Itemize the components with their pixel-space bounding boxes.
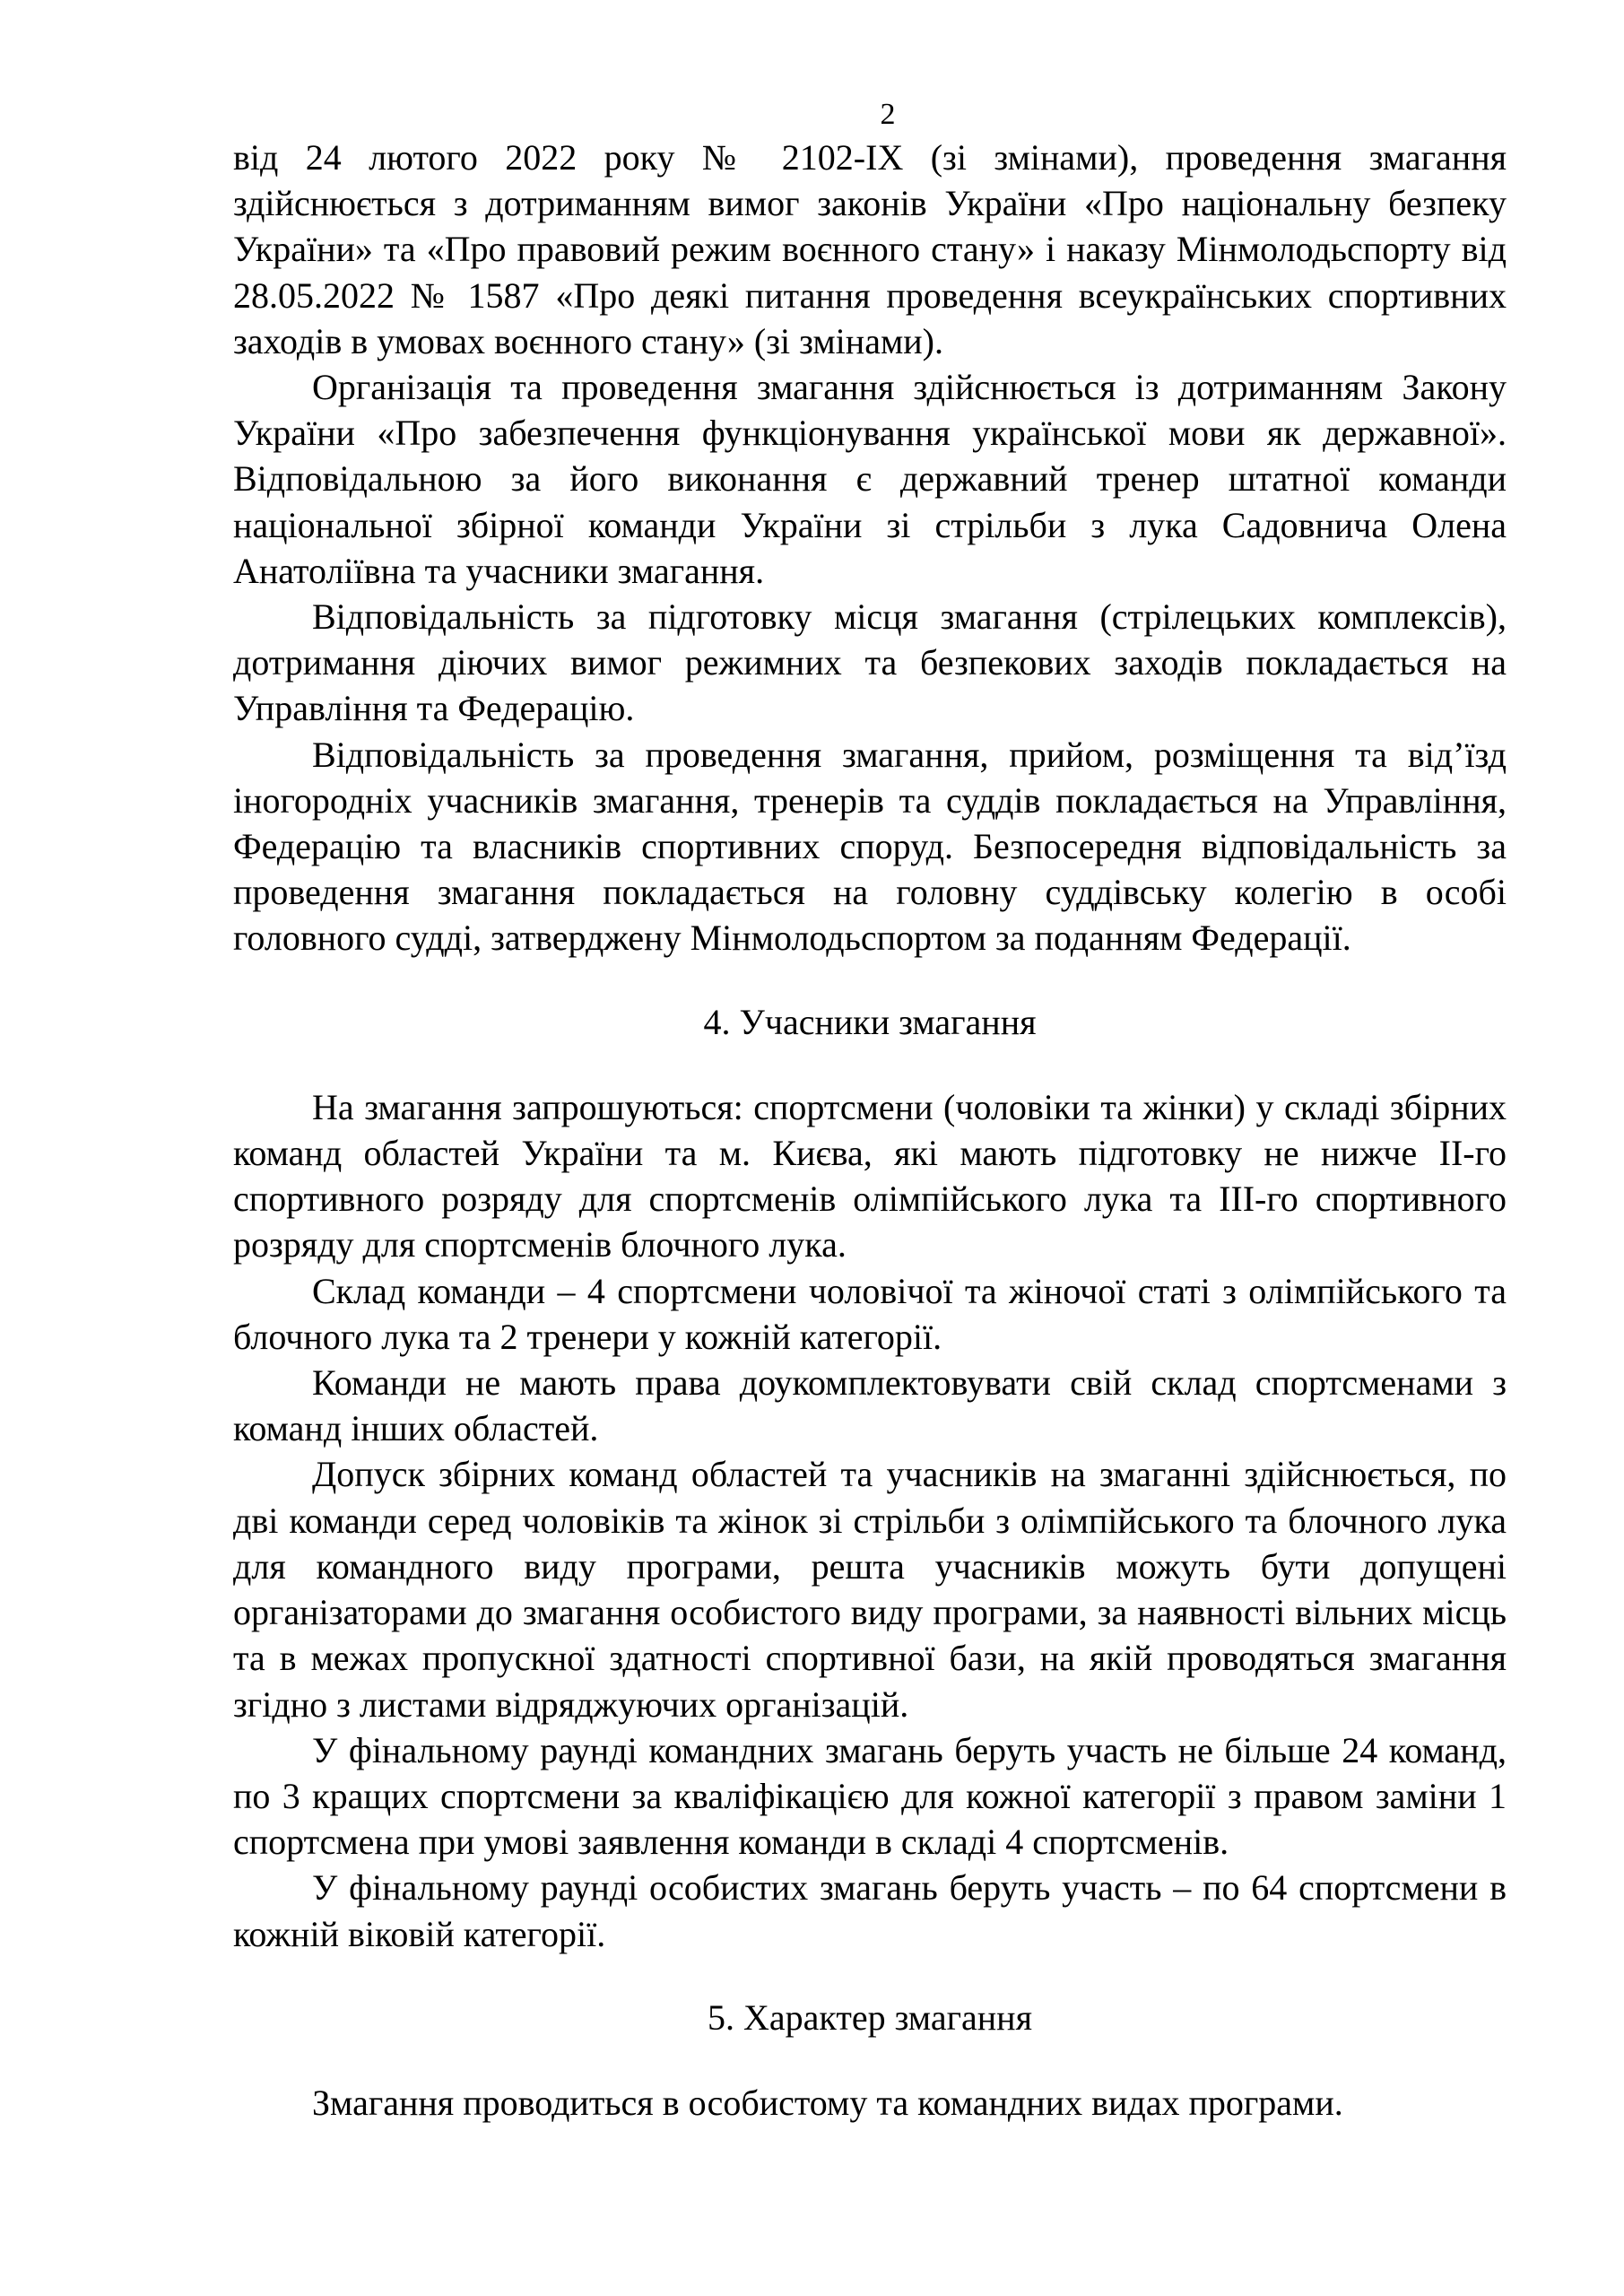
document-body — [233, 135, 1507, 2126]
paragraph-conduct-responsibility: Відповідальність за проведення змагання, прийом, розміщення та від’їзд іногородніх учасників змагання, тренерів та суддів покладається на Управління, Федерацію та власників спортивних споруд. Безпосередня відповідальність за проведення змагання покладається на головну суддівську колегію в особі головного судді, затверджену Мінмолодьспортом за поданням Федерації. — [233, 734, 1507, 959]
paragraph-admission: Допуск збірних команд областей та учасників на змаганні здійснюється, по дві команди серед чоловіків та жінок зі стрільби з олімпійського та блочного лука для командного виду програми, решта учасників можуть бути допущені організаторами до змагання особистого виду програми, за наявності вільних місць та в межах пропускної здатності спортивної бази, на якій проводяться змагання згідно з листами відряджуючих організацій. — [233, 1454, 1507, 1725]
paragraph-language-law: Організація та проведення змагання здійснюється із дотриманням Закону України «Про забезпечення функціонування української мови як державної». Відповідальною за його виконання є державний тренер штатної команди національної збірної команди України зі стрільби з лука Садовнича Олена Анатоліївна та учасники змагання. — [233, 367, 1507, 591]
paragraph-venue-responsibility: Відповідальність за підготовку місця змагання (стрілецьких комплексів), дотримання діючих вимог режимних та безпекових заходів покладається на Управління та Федерацію. — [233, 596, 1507, 729]
paragraph-legal-basis: від 24 лютого 2022 року № 2102-ІХ (зі змінами), проведення змагання здійснюється з дотриманням вимог законів України «Про національну безпеку України» та «Про правовий режим воєнного стану» і наказу Мінмолодьспорту від 28.05.2022 № 1587 «Про деякі питання проведення всеукраїнських спортивних заходів в умовах воєнного стану» (зі змінами). — [233, 137, 1507, 361]
paragraph-team-final: У фінальному раунді командних змагань беруть участь не більше 24 команд, по 3 кращих спортсмени за кваліфікацією для кожної категорії з правом заміни 1 спортсмена при умові заявлення команди в складі 4 спортсменів. — [233, 1729, 1507, 1863]
section-heading-participants: 4. Учасники змагання — [703, 1001, 1037, 1042]
paragraph-invited: На змагання запрошуються: спортсмени (чоловіки та жінки) у складі збірних команд областей України та м. Києва, які мають підготовку не нижче ІІ-го спортивного розряду для спортсменів олімпійського лука та ІІІ-го спортивного розряду для спортсменів блочного лука. — [233, 1086, 1507, 1265]
paragraph-no-reinforcement: Команди не мають права доукомплектовувати свій склад спортсменами з команд інших областей. — [233, 1362, 1507, 1449]
paragraph-team-composition: Склад команди – 4 спортсмени чоловічої та жіночої статі з олімпійського та блочного лука та 2 тренери у кожній категорії. — [233, 1270, 1507, 1357]
paragraph-program-types: Змагання проводиться в особистому та командних видах програми. — [312, 2082, 1343, 2123]
paragraph-individual-final: У фінальному раунді особистих змагань беруть участь – по 64 спортсмени в кожній віковій категорії. — [233, 1867, 1507, 1954]
page-number: 2 — [880, 98, 896, 131]
section-heading-character: 5. Характер змагання — [708, 1996, 1032, 2038]
